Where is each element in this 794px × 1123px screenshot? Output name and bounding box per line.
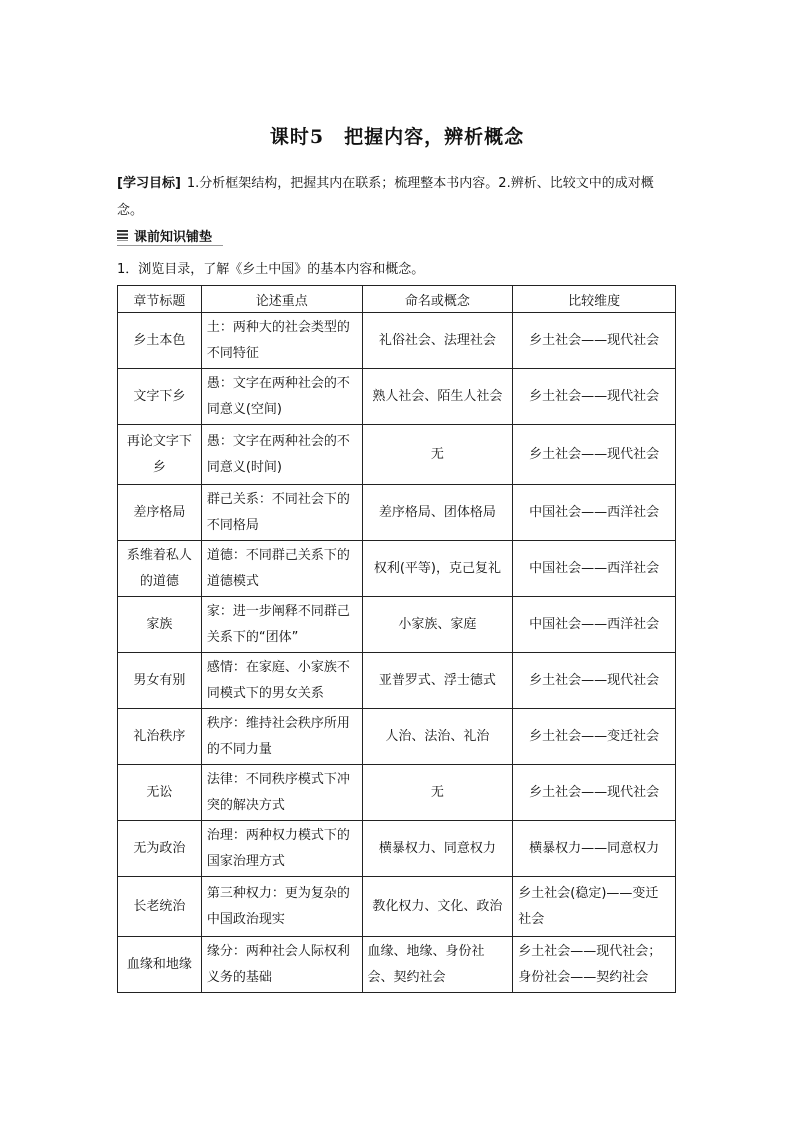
focus-cell: 秩序：维持社会秩序所用的不同力量 bbox=[201, 709, 362, 765]
focus-cell: 愚：文字在两种社会的不同意义(空间) bbox=[201, 369, 362, 425]
dimension-cell: 乡土社会——现代社会 bbox=[513, 313, 676, 369]
table-row bbox=[118, 369, 676, 425]
table-row bbox=[118, 821, 676, 877]
concept-cell: 教化权力、文化、政治 bbox=[362, 877, 513, 937]
dimension-cell: 乡土社会——现代社会 bbox=[513, 765, 676, 821]
dimension-cell: 乡土社会(稳定)——变迁社会 bbox=[513, 877, 676, 937]
chapter-cell: 系维着私人的道德 bbox=[118, 541, 202, 597]
table-row bbox=[118, 597, 676, 653]
header-focus: 论述重点 bbox=[201, 286, 362, 313]
table-header-row bbox=[118, 286, 676, 313]
table-row bbox=[118, 937, 676, 993]
concept-cell: 无 bbox=[362, 765, 513, 821]
dimension-cell: 横暴权力——同意权力 bbox=[513, 821, 676, 877]
table-row bbox=[118, 541, 676, 597]
concept-cell: 人治、法治、礼治 bbox=[362, 709, 513, 765]
focus-cell: 治理：两种权力模式下的国家治理方式 bbox=[201, 821, 362, 877]
concept-cell: 无 bbox=[362, 425, 513, 485]
chapter-cell: 血缘和地缘 bbox=[118, 937, 202, 993]
focus-cell: 缘分：两种社会人际权利义务的基础 bbox=[201, 937, 362, 993]
focus-cell: 土：两种大的社会类型的不同特征 bbox=[201, 313, 362, 369]
chapter-cell: 无为政治 bbox=[118, 821, 202, 877]
concept-cell: 亚普罗式、浮士德式 bbox=[362, 653, 513, 709]
objective-text: 1.分析框架结构，把握其内在联系；梳理整本书内容。2.辨析、比较文中的成对概念。 bbox=[117, 176, 654, 218]
header-dimension: 比较维度 bbox=[513, 286, 676, 313]
chapter-cell: 礼治秩序 bbox=[118, 709, 202, 765]
concept-cell: 熟人社会、陌生人社会 bbox=[362, 369, 513, 425]
section-heading bbox=[117, 226, 223, 246]
section-label: 课前知识铺垫 bbox=[134, 230, 213, 245]
table-row bbox=[118, 425, 676, 485]
dimension-cell: 乡土社会——现代社会；身份社会——契约社会 bbox=[513, 937, 676, 993]
intro-line: 1．浏览目录，了解《乡土中国》的基本内容和概念。 bbox=[117, 262, 425, 277]
table-row bbox=[118, 765, 676, 821]
chapter-cell: 男女有别 bbox=[118, 653, 202, 709]
chapter-cell: 差序格局 bbox=[118, 485, 202, 541]
dimension-cell: 乡土社会——现代社会 bbox=[513, 425, 676, 485]
focus-cell: 愚：文字在两种社会的不同意义(时间) bbox=[201, 425, 362, 485]
concept-cell: 血缘、地缘、身份社会、契约社会 bbox=[362, 937, 513, 993]
concept-cell: 权利(平等)，克己复礼 bbox=[362, 541, 513, 597]
focus-cell: 家：进一步阐释不同群己关系下的“团体” bbox=[201, 597, 362, 653]
table-row bbox=[118, 653, 676, 709]
focus-cell: 感情：在家庭、小家族不同模式下的男女关系 bbox=[201, 653, 362, 709]
concept-cell: 小家族、家庭 bbox=[362, 597, 513, 653]
dimension-cell: 乡土社会——变迁社会 bbox=[513, 709, 676, 765]
header-concept: 命名或概念 bbox=[362, 286, 513, 313]
dimension-cell: 中国社会——西洋社会 bbox=[513, 485, 676, 541]
focus-cell: 道德：不同群己关系下的道德模式 bbox=[201, 541, 362, 597]
dimension-cell: 中国社会——西洋社会 bbox=[513, 597, 676, 653]
focus-cell: 法律：不同秩序模式下冲突的解决方式 bbox=[201, 765, 362, 821]
focus-cell: 第三种权力：更为复杂的中国政治现实 bbox=[201, 877, 362, 937]
contents-table bbox=[117, 285, 676, 993]
concept-cell: 横暴权力、同意权力 bbox=[362, 821, 513, 877]
concept-cell: 差序格局、团体格局 bbox=[362, 485, 513, 541]
chapter-cell: 无讼 bbox=[118, 765, 202, 821]
dimension-cell: 乡土社会——现代社会 bbox=[513, 369, 676, 425]
chapter-cell: 乡土本色 bbox=[118, 313, 202, 369]
header-chapter: 章节标题 bbox=[118, 286, 202, 313]
table-row bbox=[118, 313, 676, 369]
table-row bbox=[118, 485, 676, 541]
focus-cell: 群己关系：不同社会下的不同格局 bbox=[201, 485, 362, 541]
stripes-icon bbox=[117, 230, 128, 241]
page-title: 课时5 把握内容，辨析概念 bbox=[269, 126, 525, 148]
chapter-cell: 文字下乡 bbox=[118, 369, 202, 425]
chapter-cell: 再论文字下乡 bbox=[118, 425, 202, 485]
dimension-cell: 乡土社会——现代社会 bbox=[513, 653, 676, 709]
chapter-cell: 长老统治 bbox=[118, 877, 202, 937]
chapter-cell: 家族 bbox=[118, 597, 202, 653]
table-row bbox=[118, 709, 676, 765]
dimension-cell: 中国社会——西洋社会 bbox=[513, 541, 676, 597]
learning-objective bbox=[117, 170, 677, 224]
concept-cell: 礼俗社会、法理社会 bbox=[362, 313, 513, 369]
objective-tag: [学习目标] bbox=[117, 176, 181, 191]
table-row bbox=[118, 877, 676, 937]
